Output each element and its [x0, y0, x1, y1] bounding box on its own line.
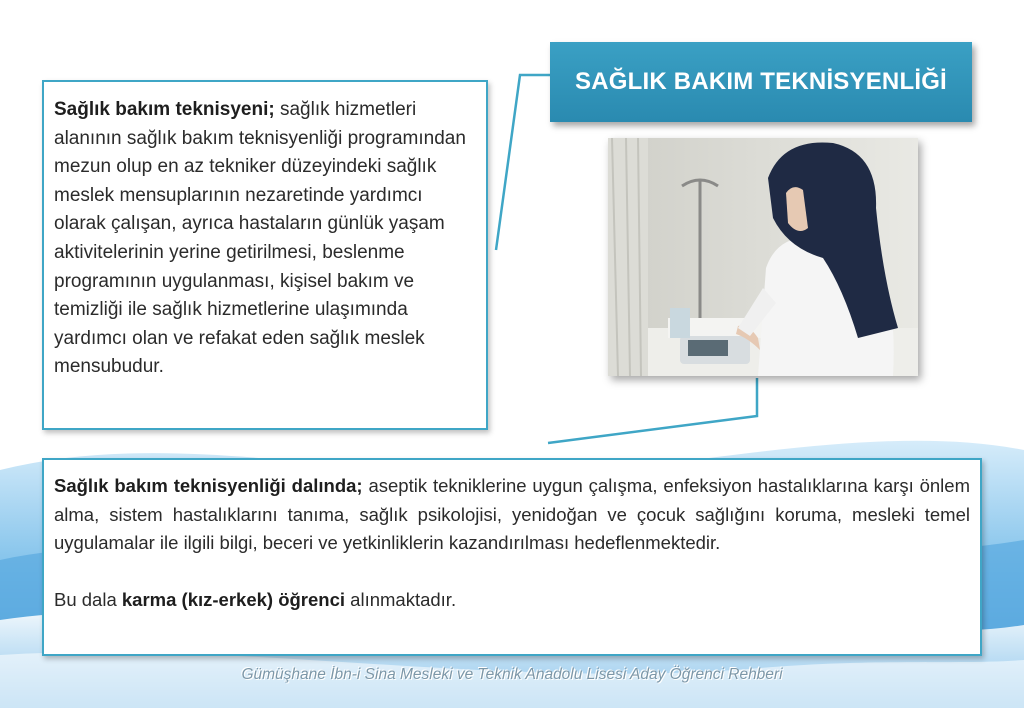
definition-text: sağlık hizmetleri alanının sağlık bakım teknisyenliği programından mezun olup en az tekniker düzeyindeki sağlık meslek mensuplarının nezaretinde yardımcı olarak çalışan, ayrıca hastaların günlük yaşam aktivitelerinin yerine getirilmesi, beslenme programının uygulanması, kişisel bakım ve temizliği ile sağlık hizmetlerine ulaşımında yardımcı olan ve refakat eden sağlık meslek mensubudur.: [54, 99, 466, 378]
note-prefix: Bu dala: [54, 588, 122, 610]
admission-note: [54, 586, 970, 615]
branch-lead: Sağlık bakım teknisyenliği dalında;: [54, 475, 363, 496]
branch-paragraph: [54, 472, 970, 558]
definition-lead: Sağlık bakım teknisyeni;: [54, 99, 275, 120]
definition-box: [42, 80, 488, 430]
page-title: [550, 42, 972, 122]
nurse-photo-illustration: [608, 138, 918, 376]
page-title-text: SAĞLIK BAKIM TEKNİSYENLİĞİ: [575, 68, 947, 95]
footer-text: Gümüşhane İbn-i Sina Mesleki ve Teknik Anadolu Lisesi Aday Öğrenci Rehberi: [241, 666, 783, 683]
branch-box: [42, 458, 982, 656]
note-bold: karma (kız-erkek) öğrenci: [121, 588, 346, 610]
note-suffix: alınmaktadır.: [345, 588, 457, 610]
nurse-photo: [608, 138, 918, 376]
branch-text: aseptik tekniklerine uygun çalışma, enfeksiyon hastalıklarına karşı önlem alma, sistem hastalıklarını tanıma, sağlık psikolojisi, yenidoğan ve çocuk sağlığını koruma, mesleki temel uygulamalar ile ilgili bilgi, beceri ve yetkinliklerin kazandırılması hedeflenmektedir.: [54, 475, 970, 553]
